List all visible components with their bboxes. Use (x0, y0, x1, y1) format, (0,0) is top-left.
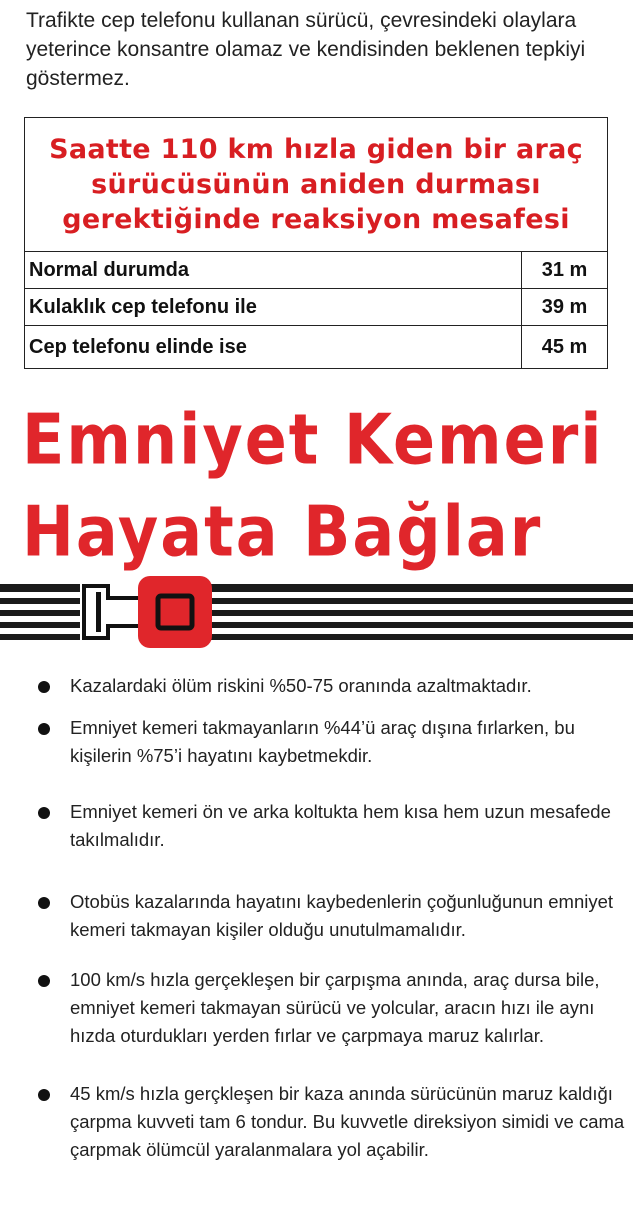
safety-facts-list (38, 672, 628, 1164)
table-title (25, 118, 607, 252)
row-label: Cep telefonu elinde ise (29, 335, 247, 358)
list-item-text: Kazalardaki ölüm riskini %50-75 oranında azaltmaktadır. (70, 675, 532, 696)
headline-line: Hayata Bağlar (22, 490, 543, 573)
headline-line: Emniyet Kemeri (22, 398, 604, 481)
headline (22, 394, 622, 578)
table-row (25, 252, 607, 289)
list-item-text: Otobüs kazalarında hayatını kaybedenlerin çoğunluğunun emniyet kemeri takmayan kişiler olduğu unutulmamalıdır. (70, 891, 614, 940)
list-item (38, 1080, 628, 1164)
list-item (38, 714, 628, 770)
seatbelt-icon (0, 574, 633, 650)
intro-paragraph: Trafikte cep telefonu kullanan sürücü, çevresindeki olaylara yeterince konsantre olamaz ve kendisinden beklenen tepkiyi göstermez. (26, 9, 586, 90)
row-label: Normal durumda (29, 258, 190, 281)
bullet-icon (38, 1089, 50, 1101)
table-row (25, 289, 607, 326)
list-item (38, 966, 628, 1050)
table-title-line: Saatte 110 km hızla giden bir araç (49, 134, 583, 165)
row-value: 45 m (521, 326, 607, 368)
bullet-icon (38, 975, 50, 987)
row-label: Kulaklık cep telefonu ile (29, 295, 257, 318)
list-item-text: Emniyet kemeri ön ve arka koltukta hem kısa hem uzun mesafede takılmalıdır. (70, 801, 611, 850)
row-value: 39 m (521, 289, 607, 325)
row-value: 31 m (521, 252, 607, 288)
list-item (38, 672, 628, 700)
list-item-text: 100 km/s hızla gerçekleşen bir çarpışma anında, araç dursa bile, emniyet kemeri takmayan sürücü ve yolcular, aracın hızı ile aynı hızda oturdukları yerden fırlar ve çarpmaya maruz kalırlar. (70, 969, 600, 1046)
list-item (38, 888, 628, 944)
table-title-line: sürücüsünün aniden durması (91, 169, 541, 200)
list-item (38, 798, 628, 854)
bullet-icon (38, 681, 50, 693)
bullet-icon (38, 723, 50, 735)
reaction-distance-table (24, 117, 608, 369)
list-item-text: Emniyet kemeri takmayanların %44’ü araç dışına fırlarken, bu kişilerin %75’i hayatını kaybetmekdir. (70, 717, 575, 766)
bullet-icon (38, 897, 50, 909)
list-item-text: 45 km/s hızla gerçkleşen bir kaza anında sürücünün maruz kaldığı çarpma kuvveti tam 6 tondur. Bu kuvvetle direksiyon simidi ve cama çarpmak ölümcül yaralanmalara yol açabilir. (70, 1083, 625, 1160)
bullet-icon (38, 807, 50, 819)
table-title-line: gerektiğinde reaksiyon mesafesi (62, 204, 570, 235)
table-row (25, 326, 607, 368)
